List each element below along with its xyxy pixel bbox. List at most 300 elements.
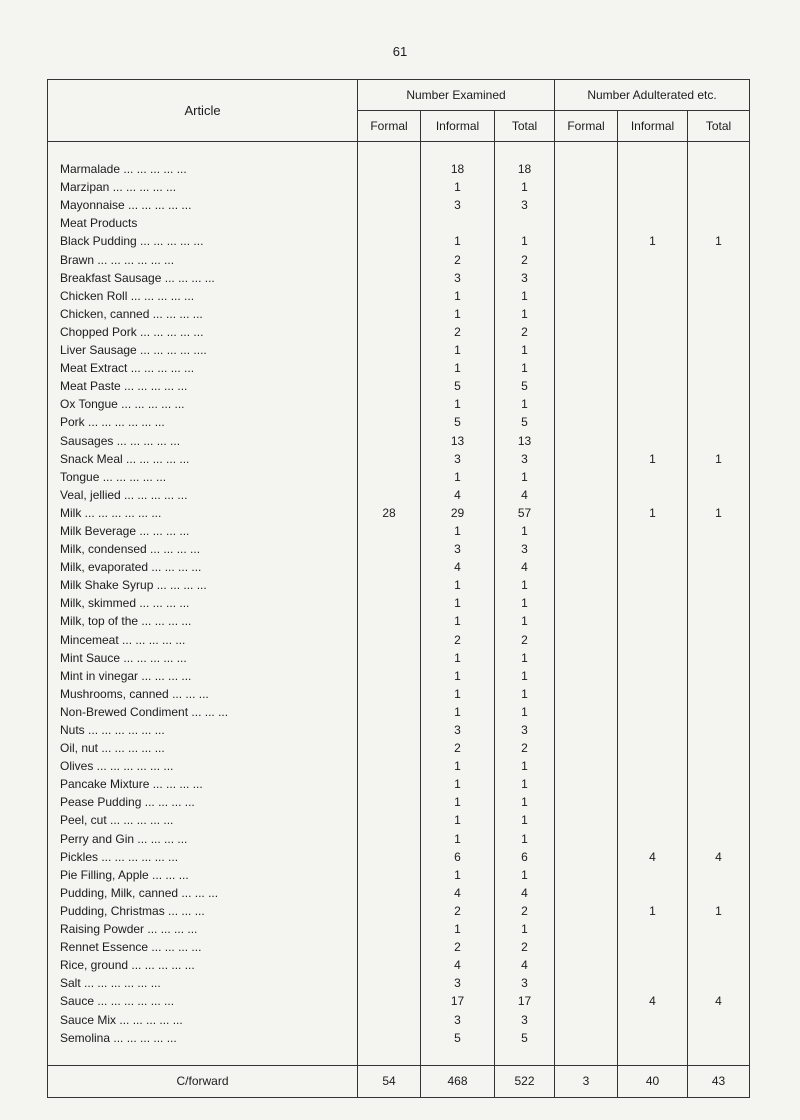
examined-total-cell: 17 [495, 992, 555, 1010]
adulterated-formal-cell [555, 558, 618, 576]
article-name: Snack Meal [60, 451, 123, 466]
adulterated-informal-cell [618, 1011, 688, 1029]
spacer-cell [358, 1047, 421, 1066]
adulterated-total-cell [688, 631, 750, 649]
table-row [48, 992, 750, 1010]
table-row [48, 522, 750, 540]
examined-total-cell: 1 [495, 866, 555, 884]
adulterated-informal-cell [618, 938, 688, 956]
article-cell [48, 902, 358, 920]
examined-formal-cell [358, 757, 421, 775]
carry-forward-row [48, 1065, 750, 1097]
header-number-adulterated: Number Adulterated etc. [555, 80, 750, 111]
examined-informal-cell: 17 [421, 992, 495, 1010]
article-name: Peel, cut [60, 813, 107, 828]
table-row [48, 251, 750, 269]
examined-informal-cell: 1 [421, 793, 495, 811]
examined-informal-cell: 1 [421, 612, 495, 630]
table-row [48, 450, 750, 468]
table-row [48, 902, 750, 920]
examined-informal-cell: 2 [421, 938, 495, 956]
adulterated-total-cell [688, 413, 750, 431]
adulterated-formal-cell [555, 196, 618, 214]
adulterated-informal-cell [618, 612, 688, 630]
carry-forward-examined-formal: 54 [358, 1065, 421, 1097]
table-row [48, 757, 750, 775]
article-name: Liver Sausage [60, 343, 137, 358]
page-number: 61 [392, 44, 408, 59]
examined-formal-cell [358, 793, 421, 811]
article-name: Rice, ground [60, 958, 129, 973]
leader-dots: ... ... ... ... ... ... [94, 994, 175, 1009]
leader-dots: ... ... ... ... [148, 940, 202, 955]
adulterated-total-cell [688, 775, 750, 793]
examined-total-cell: 57 [495, 504, 555, 522]
leader-dots: ... ... ... ... [149, 306, 203, 321]
examined-formal-cell [358, 920, 421, 938]
article-cell [48, 775, 358, 793]
spacer-cell [618, 142, 688, 161]
examined-informal-cell: 1 [421, 395, 495, 413]
examined-total-cell: 1 [495, 522, 555, 540]
header-examined-informal: Informal [421, 111, 495, 142]
adulterated-total-cell [688, 703, 750, 721]
article-name: Sauce [60, 994, 95, 1009]
article-cell [48, 558, 358, 576]
adulterated-informal-cell [618, 522, 688, 540]
article-cell [48, 432, 358, 450]
adulterated-informal-cell [618, 196, 688, 214]
leader-dots: ... ... ... ... ... [128, 958, 195, 973]
leader-dots: ... ... ... [148, 867, 189, 882]
examined-informal-cell: 3 [421, 450, 495, 468]
examined-informal-cell: 3 [421, 974, 495, 992]
examined-formal-cell [358, 305, 421, 323]
adulterated-formal-cell [555, 450, 618, 468]
spacer-cell [555, 142, 618, 161]
leader-dots: ... ... ... ... ... [98, 741, 165, 756]
adulterated-total-cell [688, 269, 750, 287]
article-name: Raising Powder [60, 922, 145, 937]
examined-informal-cell: 1 [421, 775, 495, 793]
adulterated-total-cell [688, 594, 750, 612]
table-row [48, 1011, 750, 1029]
article-cell [48, 160, 358, 178]
examined-informal-cell: 1 [421, 667, 495, 685]
article-cell [48, 612, 358, 630]
adulterated-total-cell [688, 739, 750, 757]
article-name: Pickles [60, 849, 99, 864]
adulterated-total-cell: 4 [688, 992, 750, 1010]
examined-total-cell: 1 [495, 920, 555, 938]
article-name: Oil, nut [60, 741, 99, 756]
adulterated-formal-cell [555, 432, 618, 450]
examined-total-cell: 1 [495, 341, 555, 359]
adulterated-total-cell [688, 974, 750, 992]
adulterated-formal-cell [555, 269, 618, 287]
table-row [48, 178, 750, 196]
examined-informal-cell: 1 [421, 287, 495, 305]
spacer-cell [495, 142, 555, 161]
article-cell [48, 594, 358, 612]
adulterated-formal-cell [555, 612, 618, 630]
adulterated-formal-cell [555, 830, 618, 848]
adulterated-total-cell [688, 377, 750, 395]
adulterated-formal-cell [555, 594, 618, 612]
adulterated-informal-cell [618, 721, 688, 739]
leader-dots: ... ... ... ... ... [106, 813, 174, 828]
carry-forward-adulterated-formal: 3 [555, 1065, 618, 1097]
adulterated-total-cell [688, 522, 750, 540]
adulterated-total-cell [688, 884, 750, 902]
examined-formal-cell [358, 811, 421, 829]
examined-total-cell: 1 [495, 811, 555, 829]
article-cell [48, 395, 358, 413]
examined-total-cell: 4 [495, 956, 555, 974]
adulterated-informal-cell [618, 486, 688, 504]
adulterated-total-cell [688, 540, 750, 558]
examined-informal-cell: 1 [421, 830, 495, 848]
examined-informal-cell: 5 [421, 413, 495, 431]
article-name: Marzipan [60, 180, 110, 195]
adulterated-formal-cell [555, 649, 618, 667]
adulterated-informal-cell [618, 884, 688, 902]
article-name: Non-Brewed Condiment [60, 704, 189, 719]
examined-formal-cell [358, 214, 421, 232]
article-name: Pudding, Milk, canned [60, 885, 179, 900]
adulterated-informal-cell: 4 [618, 848, 688, 866]
adulterated-informal-cell [618, 667, 688, 685]
article-cell [48, 793, 358, 811]
examined-formal-cell [358, 432, 421, 450]
table-row [48, 377, 750, 395]
table-row [48, 323, 750, 341]
article-cell [48, 1029, 358, 1047]
adulterated-formal-cell [555, 486, 618, 504]
adulterated-informal-cell [618, 974, 688, 992]
table-row [48, 884, 750, 902]
leader-dots: ... ... ... ... ... [113, 433, 181, 448]
examined-informal-cell: 1 [421, 359, 495, 377]
table-row [48, 214, 750, 232]
adulterated-formal-cell [555, 504, 618, 522]
leader-dots: ... ... ... ... ... [110, 1030, 177, 1045]
examined-total-cell: 3 [495, 196, 555, 214]
examined-total-cell: 5 [495, 413, 555, 431]
adulterated-total-cell [688, 866, 750, 884]
adulterated-informal-cell [618, 251, 688, 269]
adulterated-informal-cell [618, 757, 688, 775]
adulterated-formal-cell [555, 178, 618, 196]
examined-formal-cell [358, 359, 421, 377]
leader-dots: ... ... ... ... ... ... [80, 976, 161, 991]
adulterated-total-cell [688, 830, 750, 848]
examined-total-cell: 1 [495, 685, 555, 703]
examined-total-cell: 1 [495, 612, 555, 630]
adulterated-informal-cell [618, 631, 688, 649]
table-row [48, 395, 750, 413]
article-name: Milk Beverage [60, 523, 137, 538]
spacer-cell [688, 1047, 750, 1066]
article-cell [48, 721, 358, 739]
examined-informal-cell: 2 [421, 902, 495, 920]
examined-formal-cell [358, 377, 421, 395]
article-cell [48, 287, 358, 305]
adulterated-formal-cell [555, 920, 618, 938]
adulterated-formal-cell [555, 413, 618, 431]
table-header [48, 80, 750, 142]
examined-informal-cell: 1 [421, 576, 495, 594]
examined-formal-cell [358, 287, 421, 305]
leader-dots: ... ... ... ... ... [136, 324, 204, 339]
article-name: Meat Products [60, 216, 138, 231]
examined-total-cell: 5 [495, 377, 555, 395]
article-name: Mayonnaise [60, 198, 125, 213]
adulterated-informal-cell [618, 178, 688, 196]
table-row [48, 196, 750, 214]
article-cell [48, 884, 358, 902]
adulterated-informal-cell: 4 [618, 992, 688, 1010]
adulterated-total-cell: 1 [688, 450, 750, 468]
examined-informal-cell: 1 [421, 594, 495, 612]
adulterated-informal-cell: 1 [618, 232, 688, 250]
article-name: Mincemeat [60, 632, 119, 647]
examined-formal-cell [358, 775, 421, 793]
adulterated-total-cell [688, 721, 750, 739]
adulterated-informal-cell [618, 1029, 688, 1047]
adulterated-formal-cell [555, 377, 618, 395]
adulterated-informal-cell [618, 540, 688, 558]
adulterated-informal-cell [618, 287, 688, 305]
table-row [48, 305, 750, 323]
article-name: Perry and Gin [60, 831, 135, 846]
adulterated-formal-cell [555, 685, 618, 703]
adulterated-formal-cell [555, 576, 618, 594]
examined-informal-cell: 2 [421, 739, 495, 757]
examined-formal-cell [358, 594, 421, 612]
examined-formal-cell [358, 830, 421, 848]
adulterated-formal-cell [555, 721, 618, 739]
article-cell [48, 522, 358, 540]
adulterated-total-cell [688, 612, 750, 630]
examined-total-cell: 1 [495, 703, 555, 721]
adulterated-informal-cell [618, 395, 688, 413]
examined-total-cell: 3 [495, 974, 555, 992]
examined-formal-cell [358, 1029, 421, 1047]
article-cell [48, 956, 358, 974]
adulterated-informal-cell [618, 793, 688, 811]
article-name: Milk, evaporated [60, 560, 149, 575]
article-name: Chicken Roll [60, 288, 128, 303]
table-row [48, 413, 750, 431]
examined-total-cell: 1 [495, 287, 555, 305]
leader-dots: ... ... ... ... [136, 523, 190, 538]
article-cell [48, 866, 358, 884]
leader-dots: ... ... ... ... ... ... [84, 415, 165, 430]
examined-formal-cell [358, 667, 421, 685]
table-row [48, 558, 750, 576]
leader-dots: ... ... ... ... ... [116, 1012, 183, 1027]
table-row [48, 920, 750, 938]
adulterated-informal-cell [618, 685, 688, 703]
article-name: Meat Extract [60, 361, 128, 376]
spacer-cell [555, 1047, 618, 1066]
examined-informal-cell: 1 [421, 703, 495, 721]
examined-total-cell: 2 [495, 938, 555, 956]
article-cell [48, 667, 358, 685]
adulterated-informal-cell [618, 866, 688, 884]
leader-dots: ... ... ... ... ... [120, 162, 187, 177]
adulterated-total-cell [688, 160, 750, 178]
examined-informal-cell: 1 [421, 305, 495, 323]
examined-informal-cell: 18 [421, 160, 495, 178]
leader-dots: ... ... ... ... ... [120, 650, 187, 665]
examined-total-cell: 5 [495, 1029, 555, 1047]
examined-formal-cell [358, 866, 421, 884]
adulterated-formal-cell [555, 848, 618, 866]
article-name: Mint in vinegar [60, 668, 139, 683]
article-cell [48, 974, 358, 992]
adulterated-total-cell [688, 1011, 750, 1029]
leader-dots: ... ... ... ... [153, 578, 207, 593]
examined-total-cell: 1 [495, 576, 555, 594]
adulterated-formal-cell [555, 323, 618, 341]
adulterated-formal-cell [555, 631, 618, 649]
examined-formal-cell [358, 884, 421, 902]
adulterated-informal-cell [618, 775, 688, 793]
article-name: Chopped Pork [60, 324, 137, 339]
article-name: Pie Filling, Apple [60, 867, 149, 882]
article-cell [48, 811, 358, 829]
adulterated-informal-cell [618, 576, 688, 594]
header-number-examined: Number Examined [358, 80, 555, 111]
adulterated-total-cell [688, 576, 750, 594]
examined-total-cell: 1 [495, 468, 555, 486]
examined-total-cell: 3 [495, 721, 555, 739]
examined-informal-cell: 3 [421, 540, 495, 558]
adulterated-formal-cell [555, 359, 618, 377]
examined-formal-cell [358, 739, 421, 757]
table-row [48, 703, 750, 721]
article-name: Tongue [60, 469, 100, 484]
article-cell [48, 848, 358, 866]
adulterated-informal-cell [618, 160, 688, 178]
adulterated-formal-cell [555, 160, 618, 178]
adulterated-informal-cell [618, 558, 688, 576]
examined-total-cell: 1 [495, 305, 555, 323]
adulterated-formal-cell [555, 902, 618, 920]
examined-informal-cell: 4 [421, 558, 495, 576]
leader-dots: ... ... ... ... [141, 795, 195, 810]
leader-dots: ... ... ... ... ... [117, 397, 185, 412]
article-cell [48, 232, 358, 250]
examined-informal-cell: 3 [421, 721, 495, 739]
adulterated-total-cell [688, 685, 750, 703]
spacer-row [48, 142, 750, 161]
adulterated-formal-cell [555, 251, 618, 269]
adulterated-informal-cell: 1 [618, 450, 688, 468]
article-cell [48, 305, 358, 323]
examined-formal-cell [358, 196, 421, 214]
article-name: Black Pudding [60, 234, 137, 249]
article-cell [48, 830, 358, 848]
adulterated-total-cell [688, 432, 750, 450]
adulterated-informal-cell [618, 305, 688, 323]
carry-forward-adulterated-informal: 40 [618, 1065, 688, 1097]
examined-formal-cell: 28 [358, 504, 421, 522]
article-cell [48, 377, 358, 395]
examined-informal-cell: 4 [421, 956, 495, 974]
examined-formal-cell [358, 486, 421, 504]
adulterated-formal-cell [555, 540, 618, 558]
adulterated-total-cell [688, 395, 750, 413]
examined-informal-cell: 1 [421, 341, 495, 359]
article-name: Sauce Mix [60, 1012, 117, 1027]
spacer-cell [688, 142, 750, 161]
leader-dots: ... ... ... ... ... ... [93, 759, 174, 774]
article-name: Pudding, Christmas [60, 903, 165, 918]
table-row [48, 631, 750, 649]
examined-total-cell: 1 [495, 232, 555, 250]
examined-formal-cell [358, 341, 421, 359]
adulterated-informal-cell [618, 649, 688, 667]
article-cell [48, 739, 358, 757]
article-name: Brawn [60, 252, 95, 267]
examined-total-cell: 2 [495, 631, 555, 649]
article-cell [48, 631, 358, 649]
adulterated-formal-cell [555, 811, 618, 829]
adulterated-total-cell [688, 305, 750, 323]
leader-dots: ... ... ... ... ... ... [81, 505, 162, 520]
examined-informal-cell: 1 [421, 757, 495, 775]
article-name: Pancake Mixture [60, 777, 150, 792]
article-name: Olives [60, 759, 94, 774]
adulterated-total-cell [688, 811, 750, 829]
header-adulterated-informal: Informal [618, 111, 688, 142]
examined-total-cell: 1 [495, 667, 555, 685]
adulterated-formal-cell [555, 522, 618, 540]
article-cell [48, 540, 358, 558]
examined-total-cell: 1 [495, 395, 555, 413]
adulterated-total-cell [688, 938, 750, 956]
adulterated-formal-cell [555, 1029, 618, 1047]
examined-total-cell [495, 214, 555, 232]
examined-formal-cell [358, 540, 421, 558]
examined-formal-cell [358, 468, 421, 486]
article-name: Meat Paste [60, 379, 121, 394]
table-row [48, 540, 750, 558]
examined-formal-cell [358, 974, 421, 992]
leader-dots: ... ... ... ... ... [118, 632, 186, 647]
table-row [48, 232, 750, 250]
examined-formal-cell [358, 1011, 421, 1029]
adulterated-total-cell: 1 [688, 232, 750, 250]
adulterated-total-cell [688, 178, 750, 196]
examined-formal-cell [358, 450, 421, 468]
adulterated-total-cell [688, 667, 750, 685]
examined-informal-cell: 3 [421, 269, 495, 287]
examined-total-cell: 4 [495, 486, 555, 504]
adulterated-informal-cell [618, 739, 688, 757]
examined-informal-cell: 1 [421, 811, 495, 829]
examined-formal-cell [358, 522, 421, 540]
examined-informal-cell: 1 [421, 178, 495, 196]
adulterated-total-cell [688, 341, 750, 359]
adulterated-total-cell: 1 [688, 504, 750, 522]
spacer-cell [421, 142, 495, 161]
article-name: Milk, top of the [60, 614, 139, 629]
examined-formal-cell [358, 558, 421, 576]
